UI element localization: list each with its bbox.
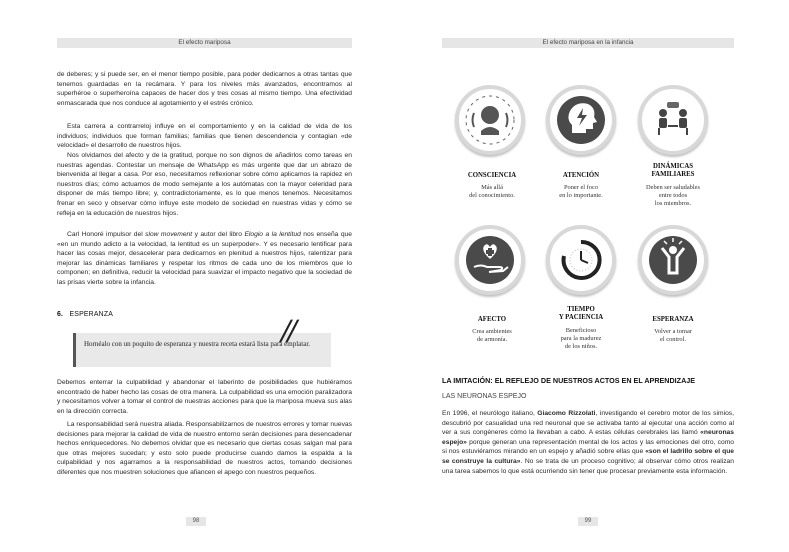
consciencia-circle: [455, 85, 525, 155]
icon-title-6: ESPERANZA: [652, 316, 694, 323]
esperanza-circle: [638, 225, 708, 295]
family-talk-icon: [642, 89, 704, 151]
icon-title-4: AFECTO: [477, 316, 507, 323]
icon-desc-4: Crea ambientes de armonía.: [472, 328, 512, 343]
section-heading: 6. ESPERANZA: [57, 311, 114, 318]
icon-title-1: CONSCIENCIA: [467, 172, 517, 179]
icon-title-5: TIEMPO Y PACIENCIA: [558, 306, 604, 321]
icon-desc-6: Volver a tomar el control.: [654, 328, 692, 343]
ear-listening-icon: [459, 89, 521, 151]
head-lightning-icon: [550, 89, 612, 151]
subheading-right: LAS NEURONAS ESPEJO: [442, 393, 527, 400]
right-page: [395, 0, 789, 552]
clock-patience-icon: [550, 229, 612, 291]
left-page: [0, 0, 394, 552]
page-number-right: 99: [578, 517, 598, 526]
quote-mark-icon: //: [277, 313, 298, 350]
paragraph-3: Nos olvidamos del afecto y de la gratitud, porque no son dignos de añadirlos como tareas en nuestras agendas. Contestar un mensaje de WhatsApp es más urgente que dar un abrazo de bienvenida al llegar a casa. Por eso, necesitamos reflexionar sobre cómo aplicamos la rapidez en nuestros días; cómo actuamos de modo semejante a los autómatas con la mayor celeridad para disponer de más tiempo libre; y, contradictoriamente, es lo que menos tenemos. Necesitamos frenar en seco y observar cómo influye este modelo de sociedad en nuestras vidas y cómo se refleja en la educación de nuestros hijos.: [57, 152, 352, 217]
hand-heart-icon: [459, 229, 521, 291]
paragraph-1: de deberes; y si puede ser, en el menor tiempo posible, para poder dedicarnos a otras tantas que tenemos guardadas en la recámara. Y para los niveles más avanzados, encontramos al superhéroe o superheroína capaces de hacer dos y tres cosas al mismo tiempo. Una efectividad enmascarada que nos conduce al agotamiento y el estrés crónico.: [57, 71, 352, 107]
person-hope-icon: [642, 229, 704, 291]
running-head-left: El efecto mariposa: [57, 38, 352, 48]
page-number-left: 98: [186, 517, 206, 526]
icon-title-3: DINÁMICAS FAMILIARES: [651, 163, 695, 178]
paragraph-2: Esta carrera a contrarreloj influye en el comportamiento y en la calidad de vida de los individuos; individuos que forman familias; familias que tienen descendencia y contagian «de velocidad» el desarrollo de nuestros hijos.: [57, 123, 352, 150]
icon-desc-5: Beneficioso para la madurez de los niños.: [560, 327, 602, 350]
icon-desc-2: Poner el foco en lo importante.: [559, 184, 603, 199]
paragraph-4: Carl Honoré impulsor del slow movement y autor del libro Elogio a la lentitud nos enseña que «en un mundo adicto a la velocidad, la lentitud es un superpoder». Y es necesario lentificar para hacer las cosas mejor, desacelerar para dedicarnos en plenitud a nuestros hijos, ralentizar para mejorar las dinámicas familiares y respetar los ritmos de cada uno de los miembros que lo componen; en definitiva, reducir la velocidad para suavizar el impacto negativo que la sociedad de las prisas vierte sobre la infancia.: [57, 231, 352, 286]
atencion-circle: [546, 85, 616, 155]
section-heading-right: LA IMITACIÓN: EL REFLEJO DE NUESTROS ACTOS EN EL APRENDIZAJE: [442, 376, 696, 385]
running-head-right: El efecto mariposa en la infancia: [442, 38, 734, 48]
afecto-circle: [455, 225, 525, 295]
icon-title-2: ATENCIÓN: [562, 172, 600, 179]
icon-desc-1: Más allá del conocimiento.: [469, 184, 515, 199]
tiempo-circle: [546, 225, 616, 295]
paragraph-6: La responsabilidad será nuestra aliada. Responsabilizarnos de nuestros errores y tomar nuevas decisiones para mejorar la calidad de vida de nuestro entorno serán decisiones para desencadenar hechos enriquecedores. No debemos olvidar que es necesario que ciertas cosas salgan mal para que otras mejores sucedan; y esto solo puede producirse cuando damos la espalda a la culpabilidad y nos agarramos a la responsabilidad de nuestros actos, tomando decisiones diferentes que nos muestren soluciones que afiancen el apego con nuestros pequeños.: [57, 421, 352, 476]
dinamicas-circle: [638, 85, 708, 155]
quote-text: Hornéalo con un poquito de esperanza y nuestra receta estará lista para emplatar.: [84, 340, 311, 348]
paragraph-right-1: En 1996, el neurólogo italiano, Giacomo Rizzolati, investigando el cerebro motor de los simios, descubrió por casualidad una red neuronal que se activaba tanto al ejecutar una acción como al ver a sus congéneres cómo la llevaban a cabo. A estas células cerebrales las llamó «neuronas espejo» porque generan una representación mental de los actos y las emociones del otro, como si nos estuviéramos mirando en un espejo y añadió sobre ellas que «son el ladrillo sobre el que se construye la cultura». No se trata de un proceso cognitivo; al observar cómo otros realizan una tarea sabemos lo que está ocurriendo sin tener que procesar previamente esta información.: [442, 410, 734, 475]
icon-desc-3: Deben ser saludables entre todos los miembros.: [646, 184, 700, 207]
paragraph-5: Debemos enterrar la culpabilidad y abandonar el laberinto de posibilidades que hubiéramos encontrado de haber hecho las cosas de otra manera. La culpabilidad es una emoción paralizadora y necesitamos volver a tomar el control de nuestras acciones para que la mariposa mueva sus alas en la dirección correcta.: [57, 379, 352, 415]
